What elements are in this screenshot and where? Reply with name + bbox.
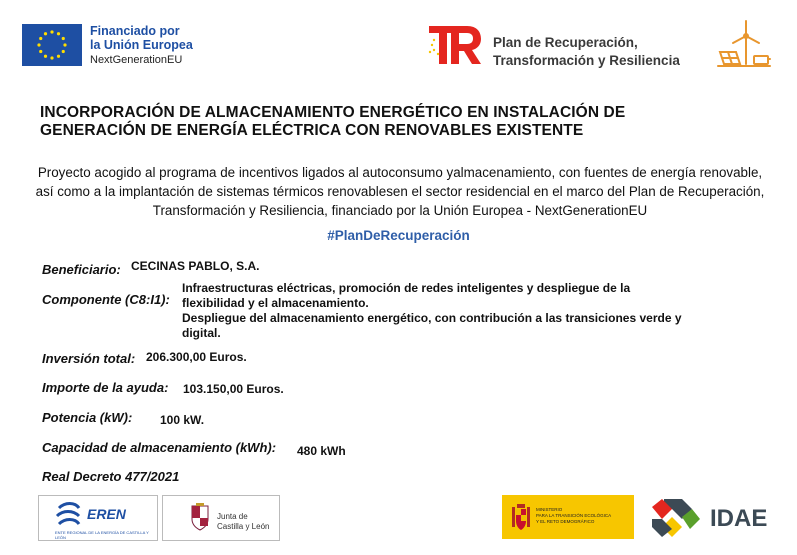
eu-star-icon — [44, 55, 47, 58]
eren-logo — [38, 495, 158, 541]
eu-logo-line3: NextGenerationEU — [90, 54, 183, 66]
prtr-tr-mark-icon — [427, 22, 483, 68]
eu-star-icon — [57, 55, 60, 58]
eren-mark-icon — [55, 502, 81, 530]
componente-label: Componente (C8:I1): — [42, 292, 170, 307]
potencia-value: 100 kW. — [160, 413, 205, 427]
idae-mark-icon — [644, 497, 700, 539]
ministerio-transicion-ecologica-logo — [502, 495, 634, 539]
idae-logo — [644, 496, 774, 540]
componente-line: flexibilidad y el almacenamiento. — [182, 296, 369, 310]
prtr-logo — [427, 22, 707, 70]
eu-star-icon — [62, 50, 65, 53]
componente-line: Infraestructuras eléctricas, promoción de redes inteligentes y despliegue de la — [182, 281, 631, 295]
prtr-logo-line1: Plan de Recuperación, — [493, 35, 638, 50]
eu-logo-line2: la Unión Europea — [90, 38, 193, 52]
inversion-label: Inversión total: — [42, 351, 136, 366]
eren-name: EREN — [87, 506, 126, 522]
ministerio-line2: PARA LA TRANSICIÓN ECOLÓGICA — [536, 513, 612, 518]
page-title: INCORPORACIÓN DE ALMACENAMIENTO ENERGÉTICO EN INSTALACIÓN DE GENERACIÓN DE ENERGÍA ELÉCTRICA CON RENOVABLES EXISTENTE — [40, 104, 626, 139]
eu-flag-icon — [22, 24, 82, 66]
idae-name: IDAE — [710, 505, 768, 532]
beneficiario-value: CECINAS PABLO, S.A. — [131, 259, 260, 273]
eu-star-icon — [39, 50, 42, 53]
eu-star-icon — [50, 30, 53, 33]
eu-star-icon — [62, 37, 65, 40]
componente-line: digital. — [182, 326, 221, 340]
componente-line: Despliegue del almacenamiento energético, con contribución a las transiciones verde y — [182, 311, 682, 325]
eu-star-icon — [44, 32, 47, 35]
spain-coat-of-arms-icon — [510, 501, 532, 533]
jcyl-line2: Castilla y León — [217, 522, 270, 531]
eu-star-icon — [63, 43, 66, 46]
ministerio-line1: MINISTERIO — [536, 507, 563, 512]
junta-castilla-leon-logo — [162, 495, 280, 541]
potencia-label: Potencia (kW): — [42, 410, 133, 425]
ayuda-value: 103.150,00 Euros. — [183, 382, 284, 396]
eu-star-icon — [39, 37, 42, 40]
prtr-logo-line2: Transformación y Resiliencia — [493, 53, 680, 68]
hashtag: #PlanDeRecuperación — [327, 228, 470, 243]
jcyl-line1: Junta de — [217, 512, 248, 521]
ayuda-label: Importe de la ayuda: — [42, 380, 169, 395]
inversion-value: 206.300,00 Euros. — [146, 350, 247, 364]
real-decreto-label: Real Decreto 477/2021 — [42, 469, 180, 484]
eu-star-icon — [57, 32, 60, 35]
beneficiario-label: Beneficiario: — [42, 262, 121, 277]
wind-turbine-solar-battery-icon — [716, 18, 772, 70]
capacidad-value: 480 kWh — [297, 444, 346, 458]
eu-star-icon — [50, 56, 53, 59]
eu-logo-line1: Financiado por — [90, 24, 180, 38]
coat-of-arms-icon — [191, 503, 209, 531]
ministerio-line3: Y EL RETO DEMOGRÁFICO — [536, 519, 595, 524]
eu-star-icon — [37, 43, 40, 46]
componente-value — [182, 281, 762, 341]
eu-funding-logo — [22, 22, 192, 68]
eren-subtitle: ENTE REGIONAL DE LA ENERGÍA DE CASTILLA Y LEÓN — [55, 530, 149, 540]
project-description: Proyecto acogido al programa de incentivos ligados al autoconsumo yalmacenamiento, con fuentes de energía renovable, así como a la implantación de sistemas térmicos renovablesen el sector residencial en el marco del Plan de Recuperación, Transformación y Resiliencia, financiado por la Unión Europea - NextGenerationEU — [35, 165, 765, 218]
capacidad-label: Capacidad de almacenamiento (kWh): — [42, 440, 277, 455]
